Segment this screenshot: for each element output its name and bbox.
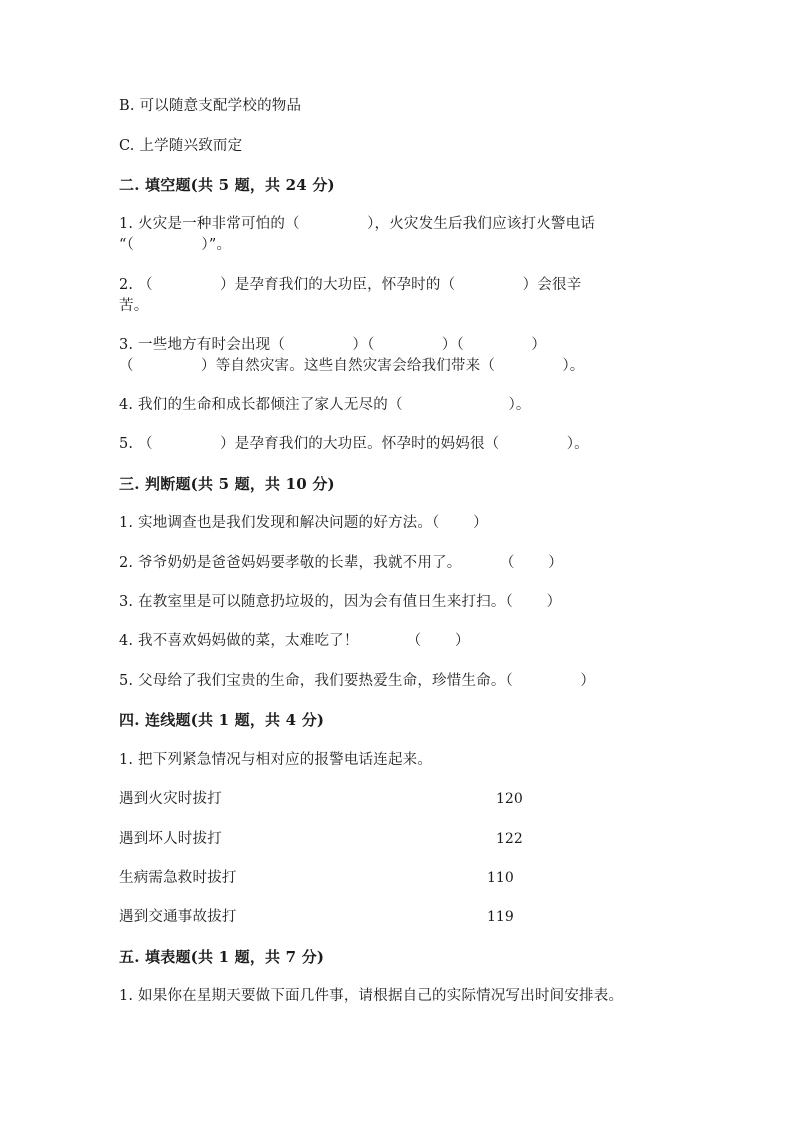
judge-q4: 4. 我不喜欢妈妈做的菜，太难吃了！ （ ） xyxy=(119,633,470,649)
fill-q4: 4. 我们的生命和成长都倾注了家人无尽的（ ）。 xyxy=(119,397,531,413)
fill-q1-line2: “（ ）”。 xyxy=(119,237,232,253)
section2-heading: 二. 填空题(共 5 题，共 24 分) xyxy=(119,176,335,194)
judge-q5: 5. 父母给了我们宝贵的生命，我们要热爱生命，珍惜生命。（ ） xyxy=(119,673,596,689)
fill-q2-line1: 2. （ ）是孕育我们的大功臣，怀孕时的（ ）会很辛 xyxy=(119,277,582,293)
judge-q1: 1. 实地调查也是我们发现和解决问题的好方法。（ ） xyxy=(119,515,488,531)
section4-heading: 四. 连线题(共 1 题，共 4 分) xyxy=(119,711,325,729)
option-c: C. 上学随兴致而定 xyxy=(119,138,243,154)
fill-q3-line1: 3. 一些地方有时会出现（ ）（ ）（ ） xyxy=(119,337,547,353)
match-number: 119 xyxy=(487,909,514,925)
match-number: 122 xyxy=(496,831,523,847)
table-prompt: 1. 如果你在星期天要做下面几件事，请根据自己的实际情况写出时间安排表。 xyxy=(119,988,624,1004)
match-number: 110 xyxy=(487,870,514,886)
match-situation: 生病需急救时拔打 xyxy=(119,870,237,886)
match-number: 120 xyxy=(496,791,523,807)
fill-q5: 5. （ ）是孕育我们的大功臣。怀孕时的妈妈很（ ）。 xyxy=(119,436,589,452)
fill-q1-line1: 1. 火灾是一种非常可怕的（ ），火灾发生后我们应该打火警电话 xyxy=(119,216,596,232)
section3-heading: 三. 判断题(共 5 题，共 10 分) xyxy=(119,475,335,493)
judge-q3: 3. 在教室里是可以随意扔垃圾的，因为会有值日生来打扫。（ ） xyxy=(119,594,562,610)
judge-q2: 2. 爷爷奶奶是爸爸妈妈要孝敬的长辈，我就不用了。 （ ） xyxy=(119,555,563,571)
match-situation: 遇到火灾时拔打 xyxy=(119,791,222,807)
section5-heading: 五. 填表题(共 1 题，共 7 分) xyxy=(119,948,325,966)
option-b: B. 可以随意支配学校的物品 xyxy=(119,98,302,114)
fill-q2-line2: 苦。 xyxy=(119,298,149,314)
match-situation: 遇到坏人时拔打 xyxy=(119,831,222,847)
match-situation: 遇到交通事故拔打 xyxy=(119,909,237,925)
fill-q3-line2: （ ）等自然灾害。这些自然灾害会给我们带来（ ）。 xyxy=(119,358,585,374)
match-prompt: 1. 把下列紧急情况与相对应的报警电话连起来。 xyxy=(119,752,433,768)
